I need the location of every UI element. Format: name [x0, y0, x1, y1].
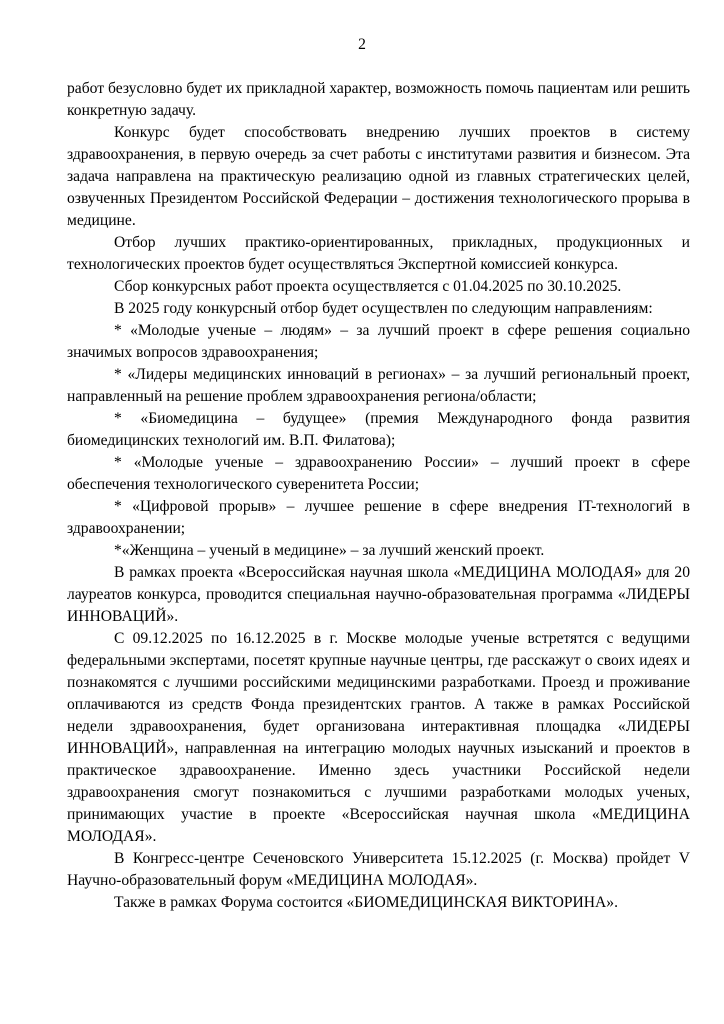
list-item: * «Биомедицина – будущее» (премия Международного фонда развития биомедицинских технологий им. В.П. Филатова);	[67, 410, 690, 449]
page-number: 2	[358, 36, 366, 53]
paragraph-directions-intro: В 2025 году конкурсный отбор будет осуществлен по следующим направлениям:	[114, 300, 653, 317]
paragraph-school-program: В рамках проекта «Всероссийская научная школа «МЕДИЦИНА МОЛОДАЯ» для 20 лауреатов конкурса, проводится специальная научно-образовательная программа «ЛИДЕРЫ ИННОВАЦИЙ».	[67, 564, 690, 625]
paragraph-quiz: Также в рамках Форума состоится «БИОМЕДИЦИНСКАЯ ВИКТОРИНА».	[114, 894, 618, 911]
list-item: * «Цифровой прорыв» – лучшее решение в сфере внедрения IT-технологий в здравоохранении;	[67, 498, 690, 537]
directions-list	[67, 320, 690, 562]
list-item: *«Женщина – ученый в медицине» – за лучший женский проект.	[114, 542, 545, 559]
paragraph-submission-dates: Сбор конкурсных работ проекта осуществляется с 01.04.2025 по 30.10.2025.	[114, 278, 622, 295]
list-item: * «Молодые ученые – людям» – за лучший проект в сфере решения социально значимых вопросов здравоохранения;	[67, 322, 690, 361]
paragraph-forum: В Конгресс-центре Сеченовского Университета 15.12.2025 (г. Москва) пройдет V Научно-образовательный форум «МЕДИЦИНА МОЛОДАЯ».	[67, 850, 690, 889]
paragraph-selection: Отбор лучших практико-ориентированных, прикладных, продукционных и технологических проектов будет осуществляться Экспертной комиссией конкурса.	[67, 234, 690, 273]
paragraph-moscow-week: С 09.12.2025 по 16.12.2025 в г. Москве молодые ученые встретятся с ведущими федеральными экспертами, посетят крупные научные центры, где расскажут о своих идеях и познакомятся с лучшими российскими медицинскими разработками. Проезд и проживание оплачиваются из средств Фонда президентских грантов. А также в рамках Российской недели здравоохранения, будет организована интерактивная площадка «ЛИДЕРЫ ИННОВАЦИЙ», направленная на интеграцию молодых научных изысканий и проектов в практическое здравоохранение. Именно здесь участники Российской недели здравоохранения смогут познакомиться с лучшими разработками молодых ученых, принимающих участие в проекте «Всероссийская научная школа «МЕДИЦИНА МОЛОДАЯ».	[67, 630, 690, 845]
paragraph-continuation: работ безусловно будет их прикладной характер, возможность помочь пациентам или решить конкретную задачу.	[67, 80, 690, 119]
paragraph-contest-purpose: Конкурс будет способствовать внедрению лучших проектов в систему здравоохранения, в первую очередь за счет работы с институтами развития и бизнесом. Эта задача направлена на практическую реализацию одной из главных стратегических целей, озвученных Президентом Российской Федерации – достижения технологического прорыва в медицине.	[67, 124, 690, 229]
list-item: * «Лидеры медицинских инноваций в регионах» – за лучший региональный проект, направленный на решение проблем здравоохранения региона/области;	[67, 366, 690, 405]
list-item: * «Молодые ученые – здравоохранению России» – лучший проект в сфере обеспечения технологического суверенитета России;	[67, 454, 690, 493]
document-body	[67, 78, 690, 914]
